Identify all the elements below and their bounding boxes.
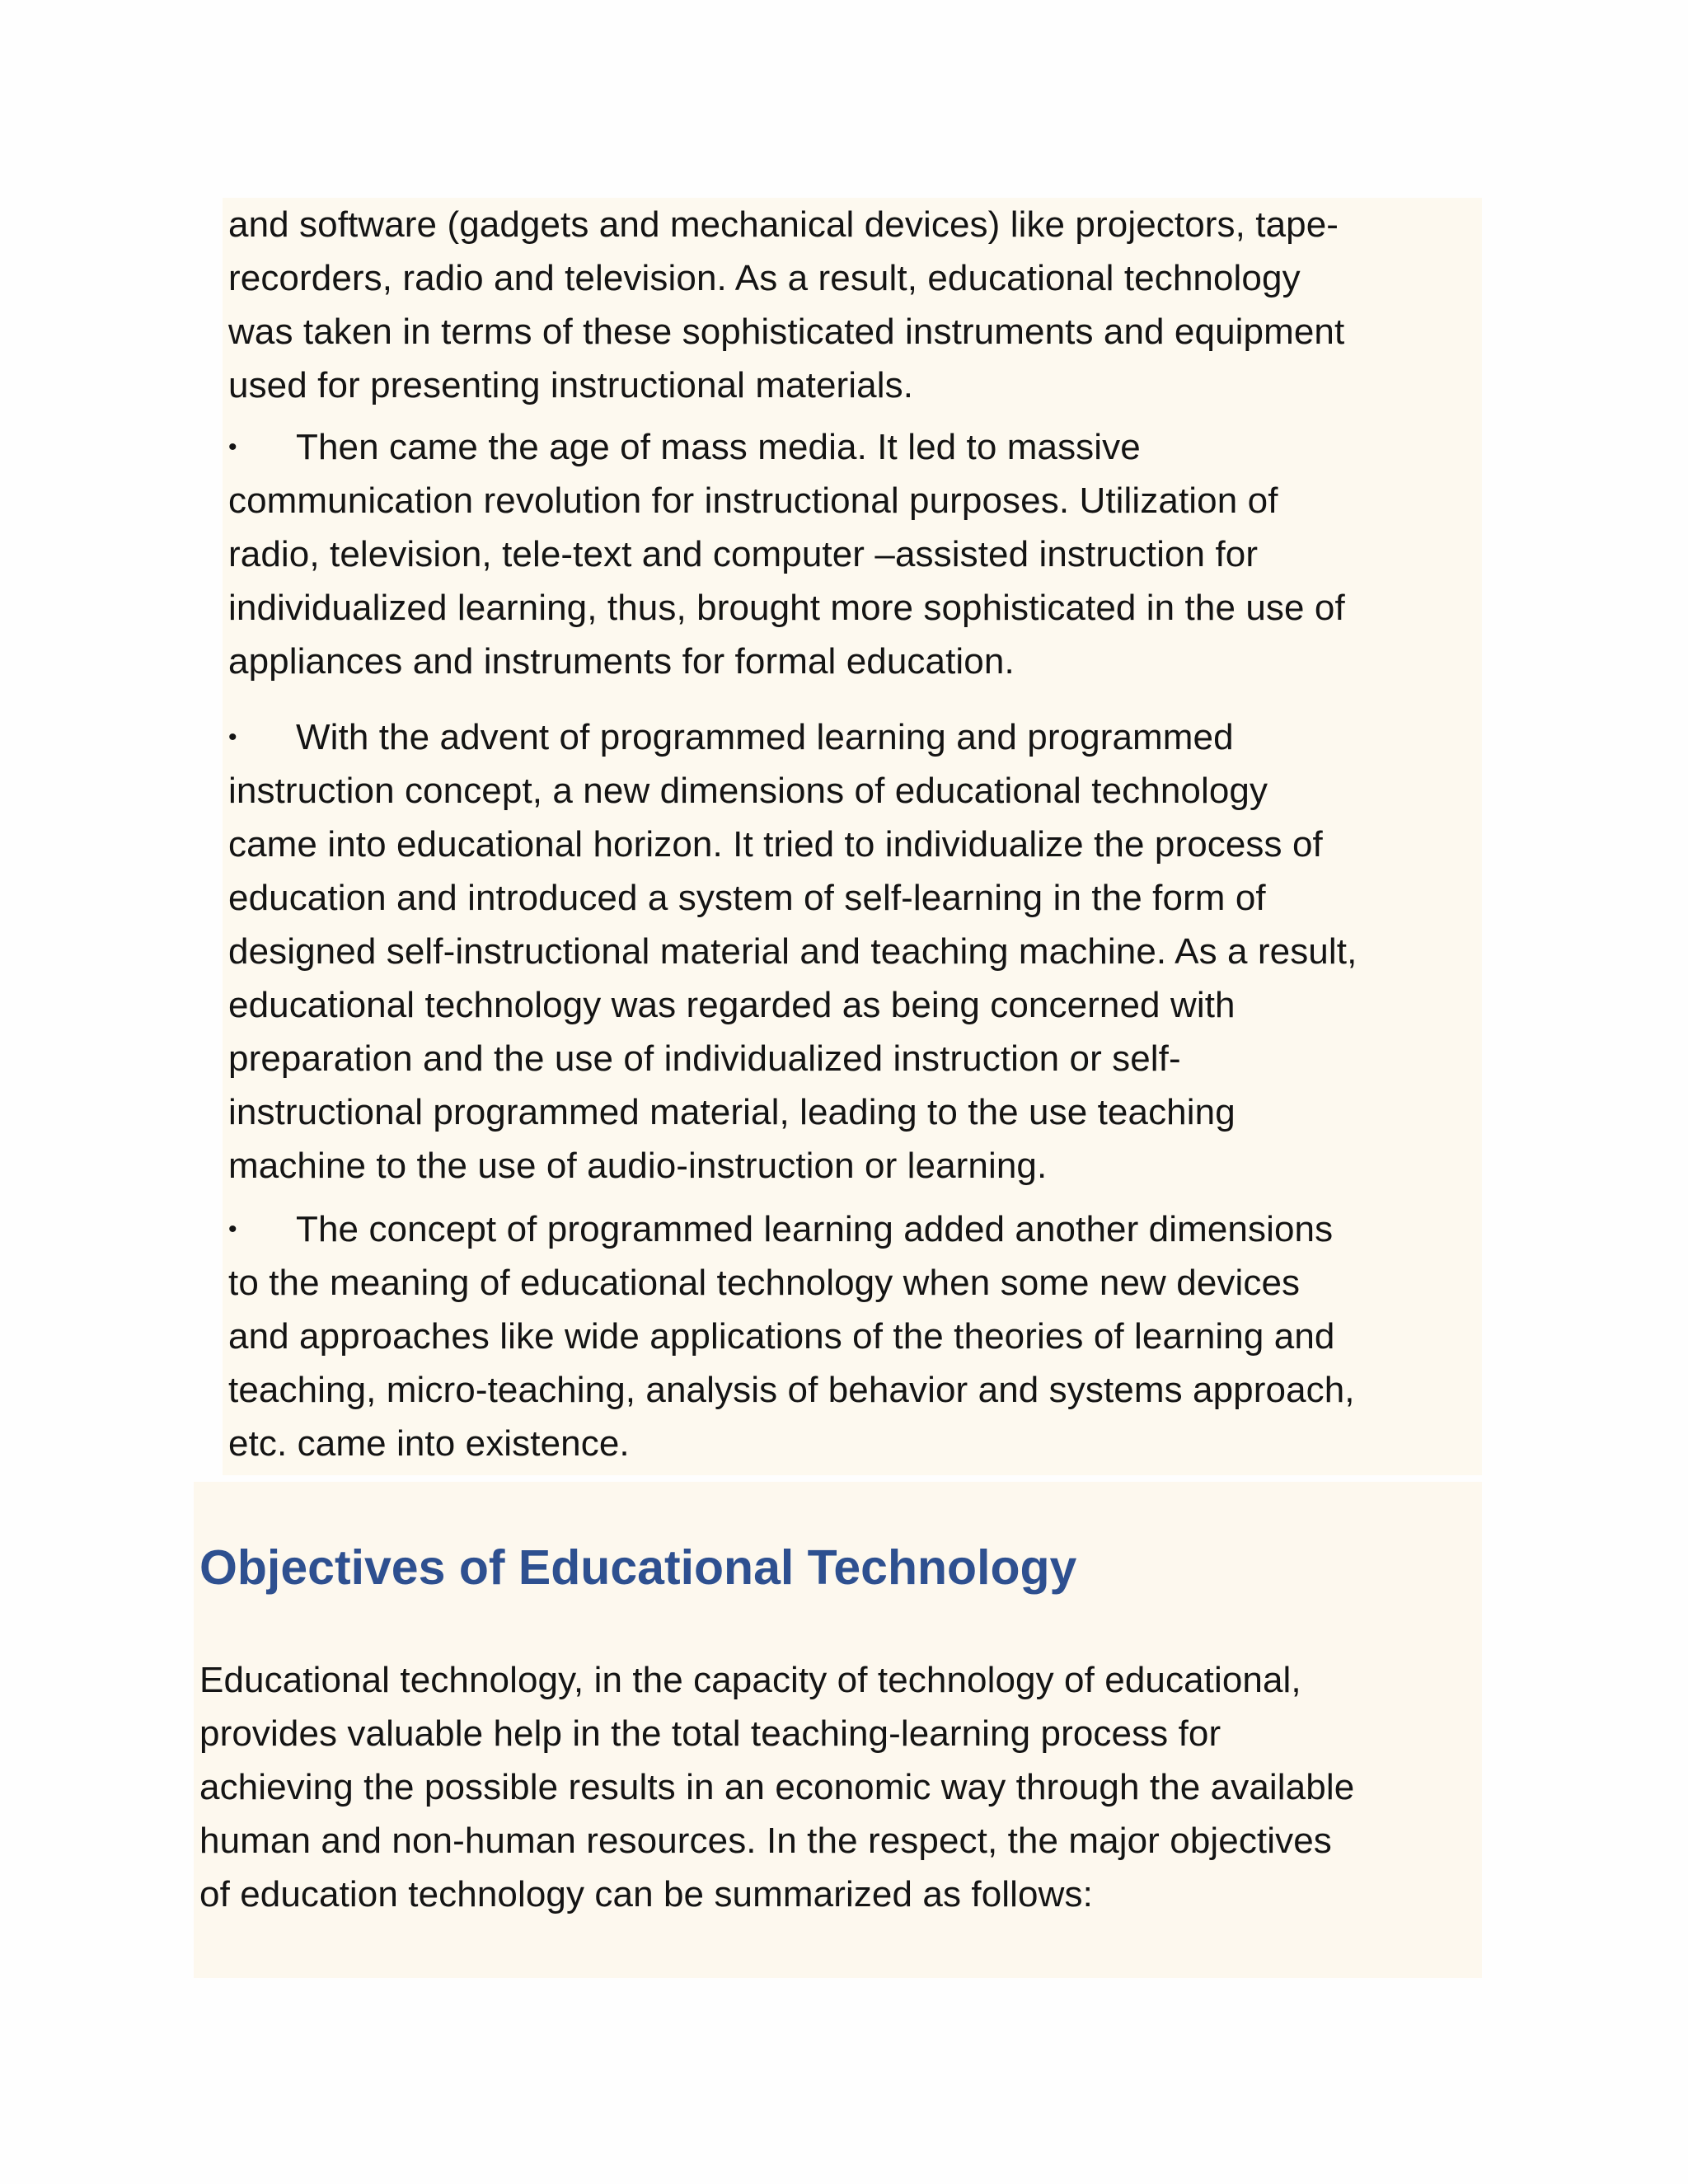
text-line: instructional programmed material, leading to the use teaching [228, 1092, 1236, 1132]
text-line: appliances and instruments for formal education. [228, 641, 1015, 682]
text-line: of education technology can be summarized as follows: [199, 1874, 1093, 1915]
text-line: and software (gadgets and mechanical devices) like projectors, tape- [228, 204, 1339, 245]
bullet-item-mass-media [228, 420, 1345, 688]
text-line: communication revolution for instructional purposes. Utilization of [228, 480, 1278, 521]
text-line: and approaches like wide applications of the theories of learning and [228, 1316, 1335, 1357]
text-line: to the meaning of educational technology when some new devices [228, 1263, 1301, 1303]
bullet-marker: • [228, 1216, 237, 1243]
text-line: instruction concept, a new dimensions of educational technology [228, 771, 1268, 811]
text-line: Then came the age of mass media. It led to massive [296, 427, 1141, 467]
text-line: machine to the use of audio-instruction or learning. [228, 1146, 1048, 1186]
text-line: With the advent of programmed learning and programmed [296, 717, 1234, 757]
text-line: used for presenting instructional materials. [228, 365, 914, 405]
text-line: individualized learning, thus, brought more sophisticated in the use of [228, 588, 1345, 628]
text-line: Educational technology, in the capacity of technology of educational, [199, 1660, 1301, 1700]
text-line: preparation and the use of individualized instruction or self- [228, 1038, 1181, 1079]
text-line: provides valuable help in the total teaching-learning process for [199, 1713, 1221, 1754]
text-line: etc. came into existence. [228, 1423, 630, 1464]
bullet-marker: • [228, 434, 237, 461]
text-line: was taken in terms of these sophisticated instruments and equipment [228, 312, 1345, 352]
text-line: achieving the possible results in an economic way through the available [199, 1767, 1355, 1807]
text-line: The concept of programmed learning added another dimensions [296, 1209, 1334, 1249]
text-line: recorders, radio and television. As a result, educational technology [228, 258, 1301, 298]
text-line: education and introduced a system of self-learning in the form of [228, 878, 1266, 918]
section-heading: Objectives of Educational Technology [199, 1540, 1077, 1595]
text-line: radio, television, tele-text and computer –assisted instruction for [228, 534, 1259, 574]
intro-paragraph [228, 198, 1344, 412]
bullet-marker: • [228, 724, 237, 751]
text-line: human and non-human resources. In the respect, the major objectives [199, 1821, 1332, 1861]
text-line: came into educational horizon. It tried to individualize the process of [228, 824, 1323, 865]
bullet-item-programmed-concept [228, 1202, 1355, 1470]
objectives-paragraph [199, 1653, 1354, 1921]
text-line: designed self-instructional material and teaching machine. As a result, [228, 931, 1357, 972]
text-line: educational technology was regarded as being concerned with [228, 985, 1236, 1025]
bullet-item-programmed-learning [228, 710, 1357, 1193]
text-line: teaching, micro-teaching, analysis of behavior and systems approach, [228, 1370, 1355, 1410]
